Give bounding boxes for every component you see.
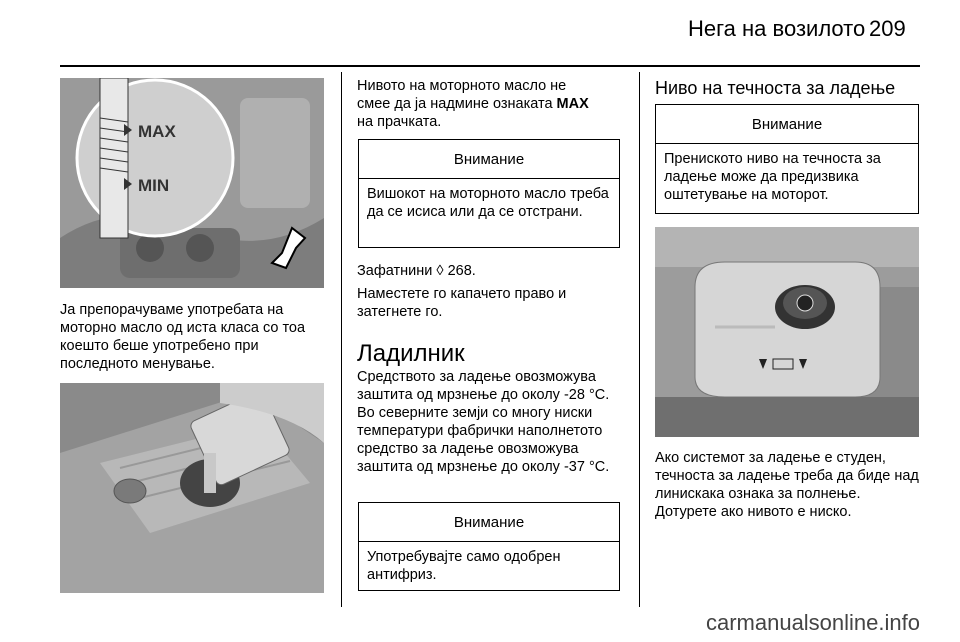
reference-page-link[interactable]: 268. xyxy=(447,263,476,279)
coolant-reservoir-illustration xyxy=(655,227,919,437)
header-title: Нега на возилото xyxy=(688,16,866,41)
warning-title: Внимание xyxy=(359,503,619,542)
oil-level-line-2: смее да ја надмине ознаката MAX xyxy=(357,96,589,112)
oil-recommendation-text: Ја препорачуваме употребата на моторно масло од иста класа со тоа коешто беше употребено при последното менување. xyxy=(60,302,306,372)
oil-filling-illustration xyxy=(60,383,324,593)
warning-box-antifreeze xyxy=(358,502,620,591)
warning-title: Внимание xyxy=(359,140,619,179)
dipstick-min-label: MIN xyxy=(138,176,170,195)
engine-dipstick-illustration xyxy=(60,78,324,288)
dipstick-max-label: MAX xyxy=(138,122,176,141)
column-divider-1 xyxy=(341,72,342,607)
reference-arrow-icon: ◊ xyxy=(436,263,444,279)
warning-body: Употребувајте само одобрен антифриз. xyxy=(367,549,561,583)
capacity-reference: Зафатнини ◊ 268. xyxy=(357,263,476,279)
coolant-protection-text: Средството за ладење овозможува заштита од мрзнење до околу -28 °C. Во северните земји со многу ниски температури фабрички наполнетото средство за ладење овозможува заштита од мрзнење до околу -37 °C. xyxy=(357,369,610,475)
page-header xyxy=(0,0,960,72)
page-number: 209 xyxy=(869,16,906,41)
oil-level-text xyxy=(357,77,627,131)
section-title-coolant-level: Ниво на течноста за ладење xyxy=(655,78,896,98)
oil-level-line-3: на прачката. xyxy=(357,114,442,130)
watermark-text: carmanualsonline.info xyxy=(705,610,920,635)
warning-box-low-coolant xyxy=(655,104,919,214)
section-title-radiator: Ладилник xyxy=(357,340,465,367)
warning-body: Прениското ниво на течноста за ладење може да предизвика оштетување на моторот. xyxy=(664,151,881,203)
max-mark-text: MAX xyxy=(556,96,589,112)
coolant-level-text: Ако системот за ладење е студен, течноста за ладење треба да биде над линискака ознака за полнење. Дотурете ако нивото е ниско. xyxy=(655,450,919,520)
header-rule xyxy=(60,65,920,67)
warning-body: Вишокот на моторното масло треба да се исиса или да се отстрани. xyxy=(367,186,609,220)
cap-instruction-text: Наместете го капачето право и затегнете го. xyxy=(357,286,567,320)
warning-box-excess-oil xyxy=(358,139,620,248)
oil-level-line-1: Нивото на моторното масло не xyxy=(357,78,567,94)
column-divider-2 xyxy=(639,72,640,607)
warning-title: Внимание xyxy=(656,105,918,144)
